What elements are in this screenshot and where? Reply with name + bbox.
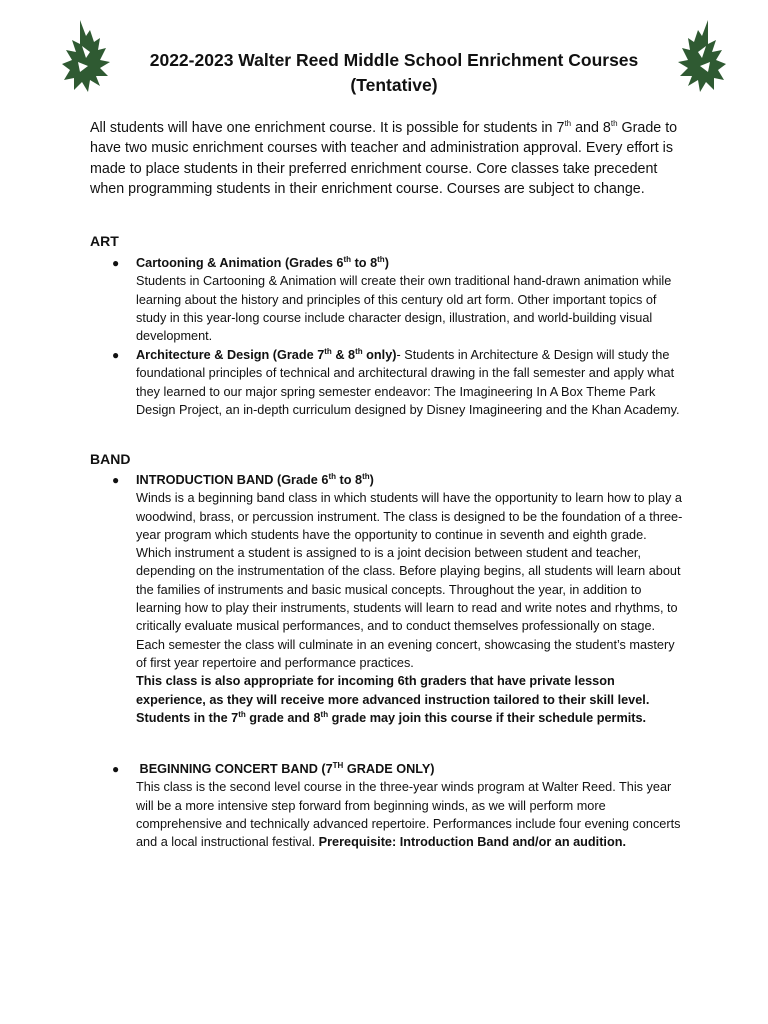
course-description: This class is the second level course in the three-year winds program at Walter Reed. This year will be a more intensive step forward from beginning winds, as we will perform more comprehensive and technically advanced repertoire. Performances include four evening concerts and a local instructional festival. — [136, 780, 681, 850]
bullet-icon: ● — [112, 762, 120, 776]
intro-text: and 8 — [571, 120, 611, 136]
title-line-1: 2022-2023 Walter Reed Middle School Enrichment Courses — [149, 50, 639, 70]
page-title — [110, 48, 678, 98]
course-name: Cartooning & Animation (Grades 6th to 8th) — [136, 254, 389, 270]
course-architecture-design — [112, 346, 684, 419]
course-name: BEGINNING CONCERT BAND (7TH GRADE ONLY) — [139, 760, 435, 776]
bullet-icon: ● — [112, 256, 120, 270]
course-beginning-concert-band — [112, 760, 684, 851]
bullet-icon: ● — [112, 348, 120, 362]
intro-paragraph — [90, 118, 690, 199]
course-description: Students in Cartooning & Animation will create their own traditional hand-drawn animation while learning about the history and principles of this century old art form. Other important topics of study in this year-long course include character design, illustration, and world-building visual development. — [136, 274, 672, 344]
course-prerequisite: Prerequisite: Introduction Band and/or an audition. — [318, 835, 626, 850]
title-line-2: (Tentative) — [350, 75, 438, 95]
wolf-head-icon — [670, 16, 728, 96]
section-heading-art: ART — [90, 233, 119, 249]
superscript: th — [564, 119, 572, 129]
intro-text: Grade to have two music enrichment courses with teacher and administration approval. Every effort is made to place students in their preferred enrichment course. Core classes take precedent when programming students in their enrichment course. Courses are subject to change. — [90, 120, 678, 197]
course-introduction-band — [112, 471, 684, 727]
intro-text: All students will have one enrichment course. It is possible for students in 7 — [90, 120, 565, 136]
course-description: - Students in Architecture & Design will study the foundational principles of technical and architectural drawing in the fall semester and apply what they learned to our major spring semester endeavor: The Imagineering In A Box Theme Park Design Project, an in-depth curriculum designed by Disney Imagineering and the Khan Academy. — [136, 348, 680, 417]
course-name: INTRODUCTION BAND (Grade 6th to 8th) — [136, 471, 374, 487]
course-cartooning-animation — [112, 254, 684, 345]
course-note: This class is also appropriate for incoming 6th graders that have private lesson experience, as they will receive more advanced instruction tailored to their skill level. Students in the 7th grade and 8th grade may join this course if their schedule permits. — [136, 674, 650, 725]
superscript: th — [610, 119, 618, 129]
section-heading-band: BAND — [90, 451, 131, 467]
course-description: Winds is a beginning band class in which students will have the opportunity to learn how to play a woodwind, brass, or percussion instrument. The class is designed to be the foundation of a three-year program which students have the opportunity to continue in seventh and eighth grade. Which instrument a student is assigned to is a joint decision between student and teacher, depending on the instrumentation of the class. Before playing begins, all students will learn about the families of instruments and basic musical concepts. Throughout the year, in addition to learning how to play their instruments, students will learn to read and write notes and rhythms, to critically evaluate musical performances, and to conduct themselves professionally on stage. Each semester the class will culminate in an evening concert, showcasing the student’s mastery of first year repertoire and performance practices. — [136, 491, 683, 670]
bullet-icon: ● — [112, 473, 120, 487]
course-name: Architecture & Design (Grade 7th & 8th only) — [136, 346, 397, 362]
